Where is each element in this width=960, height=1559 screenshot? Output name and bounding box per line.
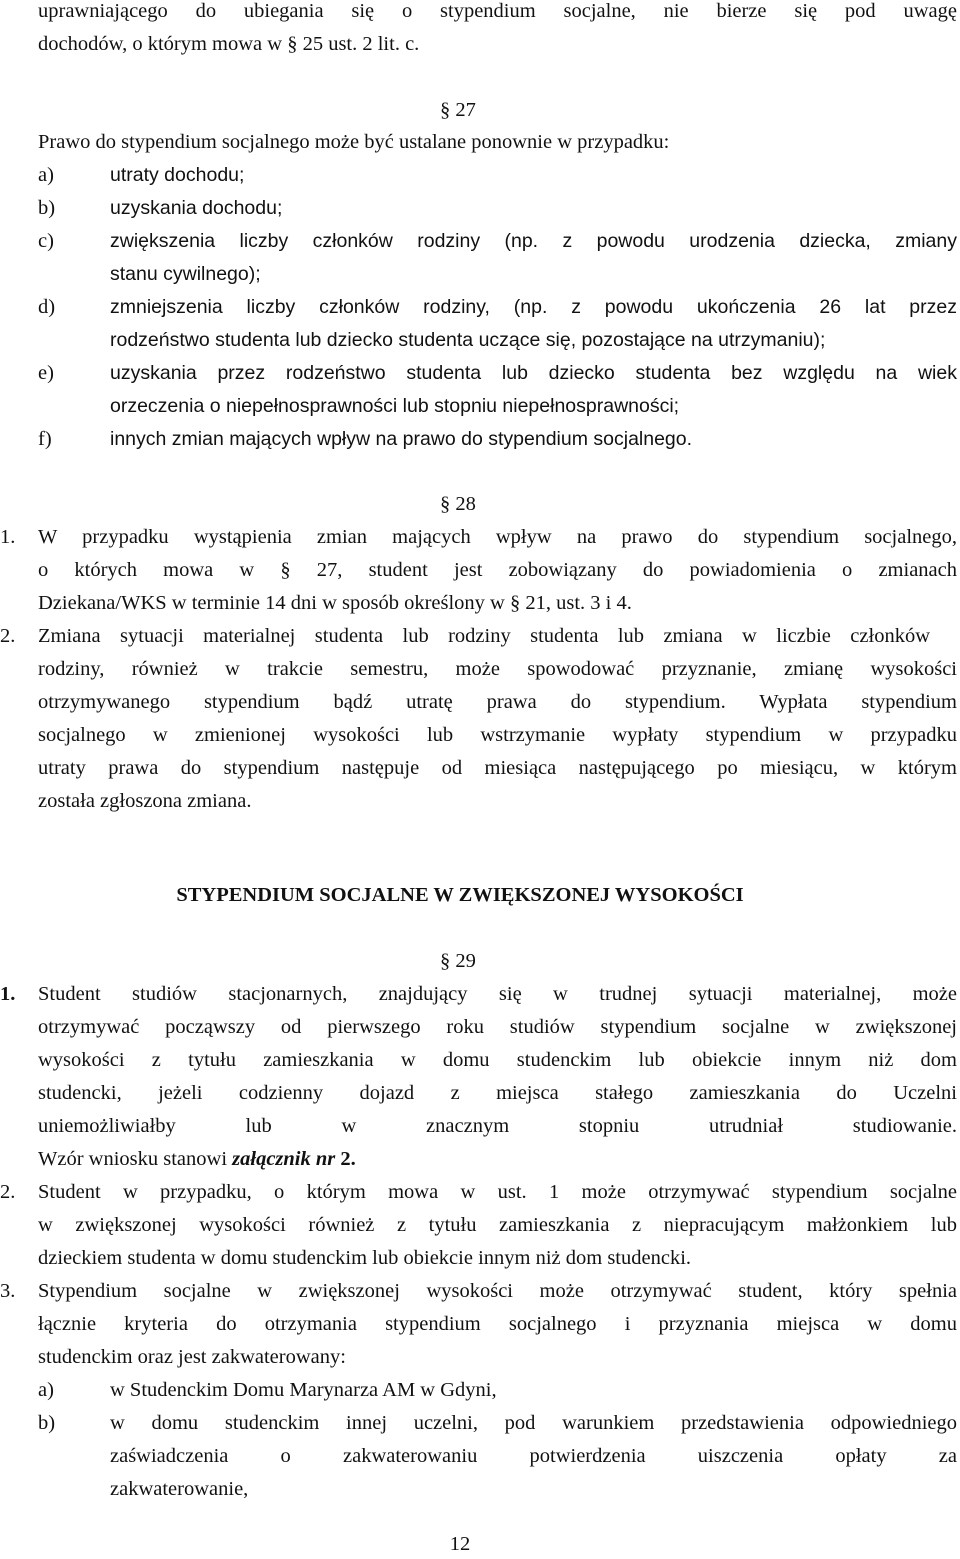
item-c-text-2: stanu cywilnego); [110, 263, 261, 285]
s29-p3-line-1: Stypendium socjalne w zwiększonej wysokości może otrzymywać student, który spełnia [38, 1280, 957, 1302]
item-b-text: uzyskania dochodu; [110, 197, 283, 219]
s29-p1-line-6 [38, 1144, 957, 1174]
s29-p1-line-3: wysokości z tytułu zamieszkania w domu studenckim lub obiekcie innym niż dom [38, 1049, 957, 1071]
s29-p3-marker: 3. [0, 1280, 16, 1302]
section-27-intro: Prawo do stypendium socjalnego może być ustalane ponownie w przypadku: [38, 131, 670, 153]
item-a-text: utraty dochodu; [110, 164, 245, 186]
s29-p1-line-1: Student studiów stacjonarnych, znajdujący się w trudnej sytuacji materialnej, może [38, 983, 957, 1005]
item-d-marker: d) [38, 296, 56, 318]
s29-item-b-text-3: zakwaterowanie, [110, 1478, 249, 1500]
item-e-text-1: uzyskania przez rodzeństwo studenta lub dziecko studenta bez względu na wiek [110, 362, 957, 384]
s29-item-a-marker: a) [38, 1379, 54, 1401]
item-c-marker: c) [38, 230, 54, 252]
s28-p1-line-1: W przypadku wystąpienia zmian mających wpływ na prawo do stypendium socjalnego, [38, 526, 957, 548]
s29-p1-line-2: otrzymywać począwszy od pierwszego roku studiów stypendium socjalne w zwiększonej [38, 1016, 957, 1038]
s28-p2-line-2: rodziny, również w trakcie semestru, może spowodować przyznanie, zmianę wysokości [38, 658, 957, 680]
intro-line-2: dochodów, o którym mowa w § 25 ust. 2 lit. c. [38, 33, 420, 55]
s29-p1-line-4: studencki, jeżeli codzienny dojazd z miejsca stałego zamieszkania do Uczelni [38, 1082, 957, 1104]
s28-p2-line-6: została zgłoszona zmiana. [38, 790, 252, 812]
s29-p1-last-prefix: Wzór wniosku stanowi [38, 1148, 233, 1170]
item-d-text-1: zmniejszenia liczby członków rodziny, (np. z powodu ukończenia 26 lat przez [110, 296, 957, 318]
item-f-marker: f) [38, 428, 52, 450]
s29-p3-line-2: łącznie kryteria do otrzymania stypendium socjalnego i przyznania miejsca w domu [38, 1313, 957, 1335]
s28-p2-line-3: otrzymywanego stypendium bądź utratę prawa do stypendium. Wypłata stypendium [38, 691, 957, 713]
s28-p1-marker: 1. [0, 526, 16, 548]
s29-item-a-text: w Studenckim Domu Marynarza AM w Gdyni, [110, 1379, 497, 1401]
page-number: 12 [449, 1533, 471, 1555]
s28-p2-line-5: utraty prawa do stypendium następuje od miesiąca następującego po miesiącu, w którym [38, 757, 957, 779]
s29-p1-line-5: uniemożliwiałby lub w znacznym stopniu utrudniał studiowanie. [38, 1115, 957, 1137]
s28-p1-line-2: o których mowa w § 27, student jest zobowiązany do powiadomienia o zmianach [38, 559, 957, 581]
intro-line-1: uprawniającego do ubiegania się o stypendium socjalne, nie bierze się pod uwagę [38, 0, 957, 22]
s29-p2-line-2: w zwiększonej wysokości również z tytułu zamieszkania z niepracującym małżonkiem lub [38, 1214, 957, 1236]
s29-p1-marker: 1. [0, 983, 16, 1005]
s29-p2-line-3: dzieckiem studenta w domu studenckim lub obiekcie innym niż dom studencki. [38, 1247, 692, 1269]
s28-p1-line-3: Dziekana/WKS w terminie 14 dni w sposób określony w § 21, ust. 3 i 4. [38, 592, 632, 614]
item-e-marker: e) [38, 362, 54, 384]
item-a-marker: a) [38, 164, 54, 186]
item-b-marker: b) [38, 197, 56, 219]
s29-item-b-text-2: zaświadczenia o zakwaterowaniu potwierdzenia uiszczenia opłaty za [110, 1445, 957, 1467]
item-e-text-2: orzeczenia o niepełnosprawności lub stopniu niepełnosprawności; [110, 395, 680, 417]
attachment-number: 2. [335, 1148, 356, 1170]
section-title: STYPENDIUM SOCJALNE W ZWIĘKSZONEJ WYSOKOŚCI [176, 884, 744, 906]
attachment-reference: załącznik nr [232, 1148, 336, 1170]
s29-p2-line-1: Student w przypadku, o którym mowa w ust. 1 może otrzymywać stypendium socjalne [38, 1181, 957, 1203]
section-28-heading: § 28 [440, 493, 476, 515]
s29-p3-line-3: studenckim oraz jest zakwaterowany: [38, 1346, 346, 1368]
item-f-text: innych zmian mających wpływ na prawo do stypendium socjalnego. [110, 428, 693, 450]
s28-p2-line-4: socjalnego w zmienionej wysokości lub wstrzymanie wypłaty stypendium w przypadku [38, 724, 957, 746]
s29-item-b-marker: b) [38, 1412, 56, 1434]
item-c-text-1: zwiększenia liczby członków rodziny (np. z powodu urodzenia dziecka, zmiany [110, 230, 957, 252]
s29-item-b-text-1: w domu studenckim innej uczelni, pod warunkiem przedstawienia odpowiedniego [110, 1412, 957, 1434]
section-27-heading: § 27 [440, 99, 476, 121]
s28-p2-marker: 2. [0, 625, 16, 647]
section-29-heading: § 29 [440, 950, 476, 972]
s28-p2-line-1: Zmiana sytuacji materialnej studenta lub rodziny studenta lub zmiana w liczbie członków [38, 625, 930, 647]
s29-p2-marker: 2. [0, 1181, 16, 1203]
item-d-text-2: rodzeństwo studenta lub dziecko studenta uczące się, pozostające na utrzymaniu); [110, 329, 826, 351]
